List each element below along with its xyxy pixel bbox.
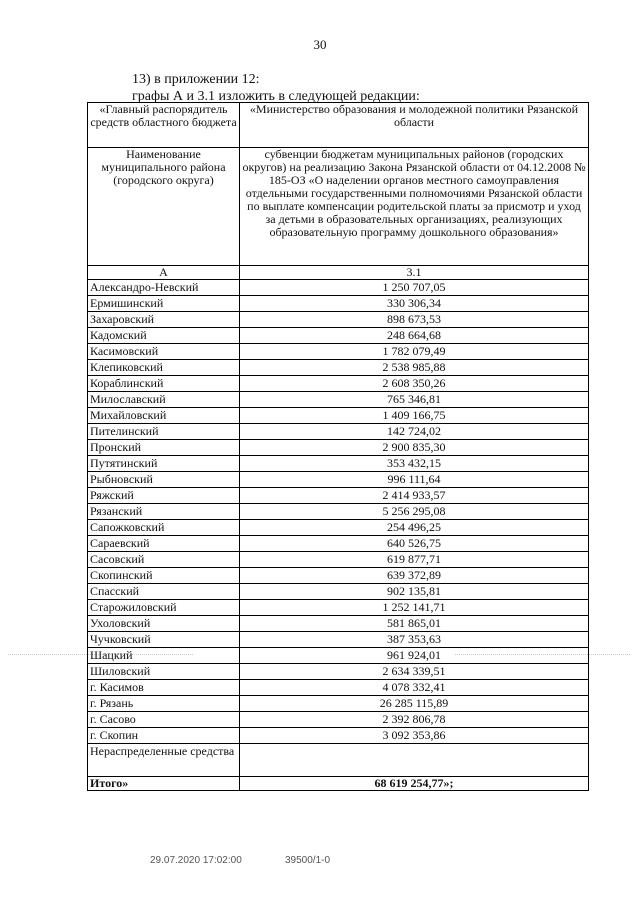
table-row <box>88 696 589 712</box>
table-row <box>88 456 589 472</box>
district-name: Касимовский <box>88 344 240 360</box>
district-name: Старожиловский <box>88 600 240 616</box>
table-row <box>88 488 589 504</box>
column-id-3-1: 3.1 <box>240 266 589 280</box>
subvention-amount: 2 538 985,88 <box>240 360 589 376</box>
subvention-amount: 902 135,81 <box>240 584 589 600</box>
district-name: Сасовский <box>88 552 240 568</box>
total-row <box>88 777 589 791</box>
header-district-label: Наименование муниципального района (городского округа) <box>88 148 240 266</box>
table-row <box>88 648 589 664</box>
table-row <box>88 344 589 360</box>
table-row <box>88 472 589 488</box>
district-name: Рязанский <box>88 504 240 520</box>
district-name: Шацкий <box>88 648 240 664</box>
district-name: Кадомский <box>88 328 240 344</box>
district-name: Александро-Невский <box>88 280 240 296</box>
table-row <box>88 312 589 328</box>
district-name: Захаровский <box>88 312 240 328</box>
header-row-names <box>88 148 589 266</box>
table-row <box>88 584 589 600</box>
district-name: г. Рязань <box>88 696 240 712</box>
district-name: Ермишинский <box>88 296 240 312</box>
subvention-amount: 353 432,15 <box>240 456 589 472</box>
subvention-amount: 2 634 339,51 <box>240 664 589 680</box>
subvention-amount: 898 673,53 <box>240 312 589 328</box>
header-row-distributor <box>88 103 589 148</box>
subvention-amount: 254 496,25 <box>240 520 589 536</box>
page-number: 30 <box>313 37 327 52</box>
table-row <box>88 568 589 584</box>
table-row <box>88 424 589 440</box>
district-name: Милославский <box>88 392 240 408</box>
subvention-amount: 26 285 115,89 <box>240 696 589 712</box>
subvention-amount: 1 409 166,75 <box>240 408 589 424</box>
subvention-amount: 961 924,01 <box>240 648 589 664</box>
district-name: Сараевский <box>88 536 240 552</box>
table-row <box>88 440 589 456</box>
subvention-amount: 996 111,64 <box>240 472 589 488</box>
column-id-a: А <box>88 266 240 280</box>
footer-timestamp: 29.07.2020 17:02:00 <box>150 855 242 866</box>
subvention-amount: 142 724,02 <box>240 424 589 440</box>
subvention-amount: 2 392 806,78 <box>240 712 589 728</box>
table-row <box>88 504 589 520</box>
table-row <box>88 520 589 536</box>
table-row <box>88 632 589 648</box>
subvention-amount: 581 865,01 <box>240 616 589 632</box>
district-name: Спасский <box>88 584 240 600</box>
table-row <box>88 552 589 568</box>
district-name: Путятинский <box>88 456 240 472</box>
district-name: Сапожковский <box>88 520 240 536</box>
subvention-amount: 3 092 353,86 <box>240 728 589 744</box>
subvention-amount: 248 664,68 <box>240 328 589 344</box>
subvention-amount: 4 078 332,41 <box>240 680 589 696</box>
table-row <box>88 360 589 376</box>
district-name: Пронский <box>88 440 240 456</box>
table-row <box>88 680 589 696</box>
subvention-amount: 1 252 141,71 <box>240 600 589 616</box>
subvention-amount: 2 900 835,30 <box>240 440 589 456</box>
district-name: Клепиковский <box>88 360 240 376</box>
allocation-table <box>87 102 589 791</box>
district-name: г. Скопин <box>88 728 240 744</box>
district-name: г. Касимов <box>88 680 240 696</box>
table-row <box>88 616 589 632</box>
total-amount: 68 619 254,77»; <box>240 777 589 791</box>
subvention-amount: 2 608 350,26 <box>240 376 589 392</box>
header-subvention-description: субвенции бюджетам муниципальных районов (городских округов) на реализацию Закона Рязанской области от 04.12.2008 № 185-ОЗ «О наделении органов местного самоуправления отдельными государственными полномочиями Рязанской области по выплате компенсации родительской платы за присмотр и уход за детьми в образовательных организациях, реализующих образовательную программу дошкольного образования» <box>240 148 589 266</box>
table-row <box>88 296 589 312</box>
district-name: Пителинский <box>88 424 240 440</box>
district-name: Михайловский <box>88 408 240 424</box>
subvention-amount: 619 877,71 <box>240 552 589 568</box>
column-ids-row <box>88 266 589 280</box>
subvention-amount: 1 250 707,05 <box>240 280 589 296</box>
subvention-amount: 640 526,75 <box>240 536 589 552</box>
district-name: Шиловский <box>88 664 240 680</box>
subvention-amount: 1 782 079,49 <box>240 344 589 360</box>
subvention-amount: 387 353,63 <box>240 632 589 648</box>
intro-line-1: 13) в приложении 12: <box>132 72 260 87</box>
subvention-amount: 330 306,34 <box>240 296 589 312</box>
table-row <box>88 376 589 392</box>
header-distributor-value: «Министерство образования и молодежной политики Рязанской области <box>240 103 589 148</box>
subvention-amount: 765 346,81 <box>240 392 589 408</box>
unassigned-row <box>88 744 589 777</box>
district-name: Ухоловский <box>88 616 240 632</box>
district-name: Скопинский <box>88 568 240 584</box>
intro-line-2: графы А и 3.1 изложить в следующей редакции: <box>132 89 420 104</box>
total-label: Итого» <box>88 777 240 791</box>
district-name: Кораблинский <box>88 376 240 392</box>
unassigned-amount <box>240 744 589 777</box>
table-row <box>88 712 589 728</box>
footer-doc-id: 39500/1-0 <box>285 855 331 866</box>
table-row <box>88 536 589 552</box>
table-row <box>88 728 589 744</box>
table-row <box>88 392 589 408</box>
table-row <box>88 664 589 680</box>
subvention-amount: 2 414 933,57 <box>240 488 589 504</box>
header-distributor-label: «Главный распорядитель средств областного бюджета <box>88 103 240 148</box>
table-row <box>88 408 589 424</box>
subvention-amount: 5 256 295,08 <box>240 504 589 520</box>
table-row <box>88 280 589 296</box>
district-name: г. Сасово <box>88 712 240 728</box>
table-row <box>88 600 589 616</box>
unassigned-label: Нераспределенные средства <box>88 744 240 777</box>
district-name: Рыбновский <box>88 472 240 488</box>
district-name: Ряжский <box>88 488 240 504</box>
district-name: Чучковский <box>88 632 240 648</box>
table-row <box>88 328 589 344</box>
subvention-amount: 639 372,89 <box>240 568 589 584</box>
